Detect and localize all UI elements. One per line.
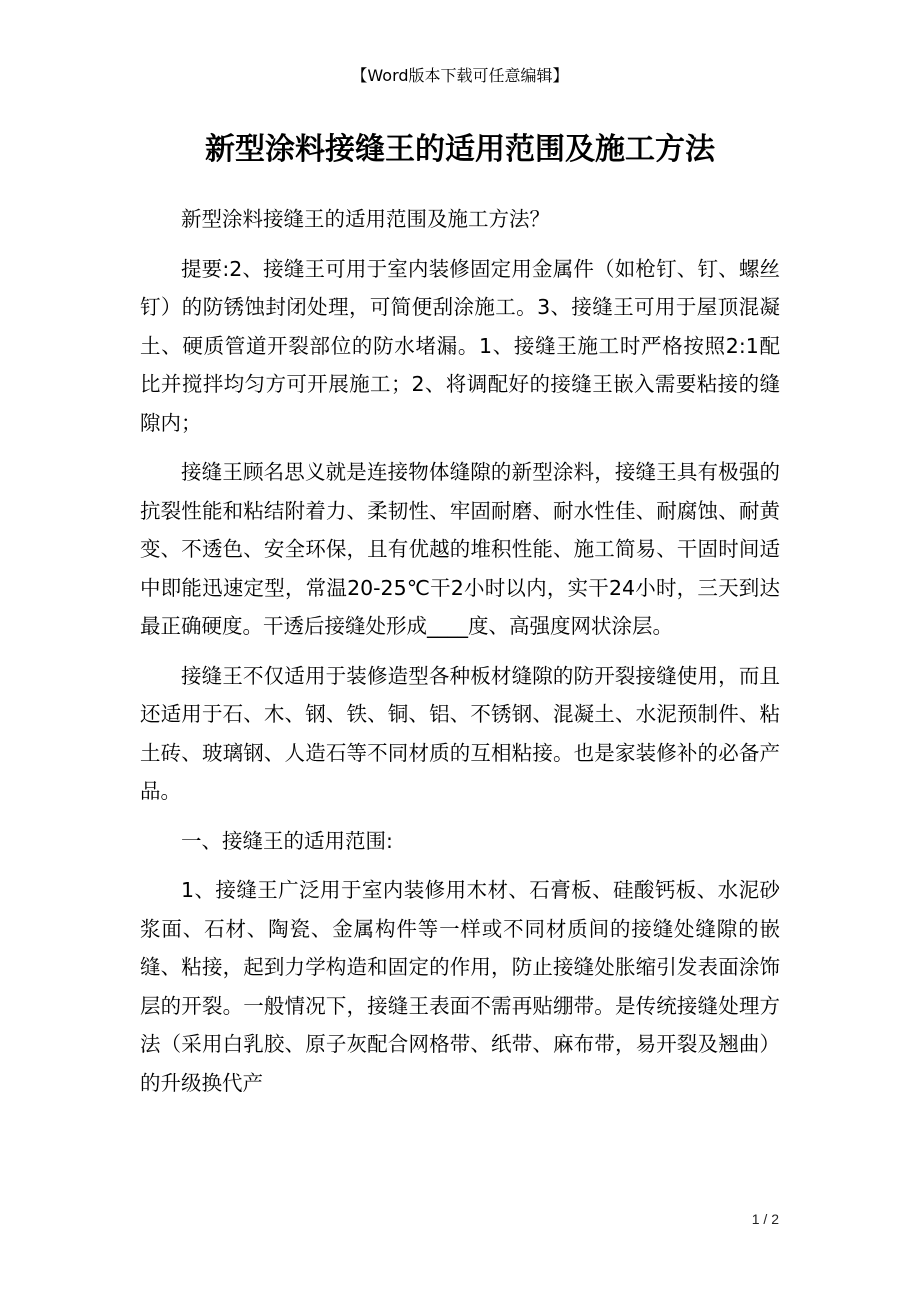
paragraph-scope-item-1: 1、接缝王广泛用于室内装修用木材、石膏板、硅酸钙板、水泥砂浆面、石材、陶瓷、金属构件等一样或不同材质间的接缝处缝隙的嵌缝、粘接，起到力学构造和固定的作用，防止接缝处胀缩引发表面涂饰层的开裂。一般情况下，接缝王表面不需再贴绷带。是传统接缝处理方法（采用白乳胶、原子灰配合网格带、纸带、麻布带，易开裂及翘曲）的升级换代产: [140, 878, 780, 1095]
section-heading-scope: 一、接缝王的适用范围:: [181, 828, 393, 853]
paragraph-applications: 接缝王不仅适用于装修造型各种板材缝隙的防开裂接缝使用，而且还适用于石、木、钢、铁、铜、铝、不锈钢、混凝土、水泥预制件、粘土砖、玻璃钢、人造石等不同材质的互相粘接。也是家装修补的必备产品。: [140, 663, 780, 803]
document-body: [140, 200, 780, 1102]
paragraph-question: 新型涂料接缝王的适用范围及施工方法？: [181, 207, 550, 231]
paragraph-summary: 提要:2、接缝王可用于室内装修固定用金属件（如枪钉、钉、螺丝钉）的防锈蚀封闭处理，可简便刮涂施工。3、接缝王可用于屋顶混凝土、硬质管道开裂部位的防水堵漏。1、接缝王施工时严格按照2:1配比并搅拌均匀方可开展施工；2、将调配好的接缝王嵌入需要粘接的缝隙内；: [140, 256, 780, 435]
document-title: 新型涂料接缝王的适用范围及施工方法: [205, 132, 715, 167]
paragraph-properties: 接缝王顾名思义就是连接物体缝隙的新型涂料，接缝王具有极强的抗裂性能和粘结附着力、柔韧性、牢固耐磨、耐水性佳、耐腐蚀、耐黄变、不透色、安全环保，且有优越的堆积性能、施工简易、干固时间适中即能迅速定型，常温20-25℃干2小时以内，实干24小时，三天到达最正确硬度。干透后接缝处形成____度、高强度网状涂层。: [140, 460, 780, 638]
page-number: 1 / 2: [751, 1211, 779, 1227]
download-note: 【Word版本下载可任意编辑】: [351, 66, 569, 85]
